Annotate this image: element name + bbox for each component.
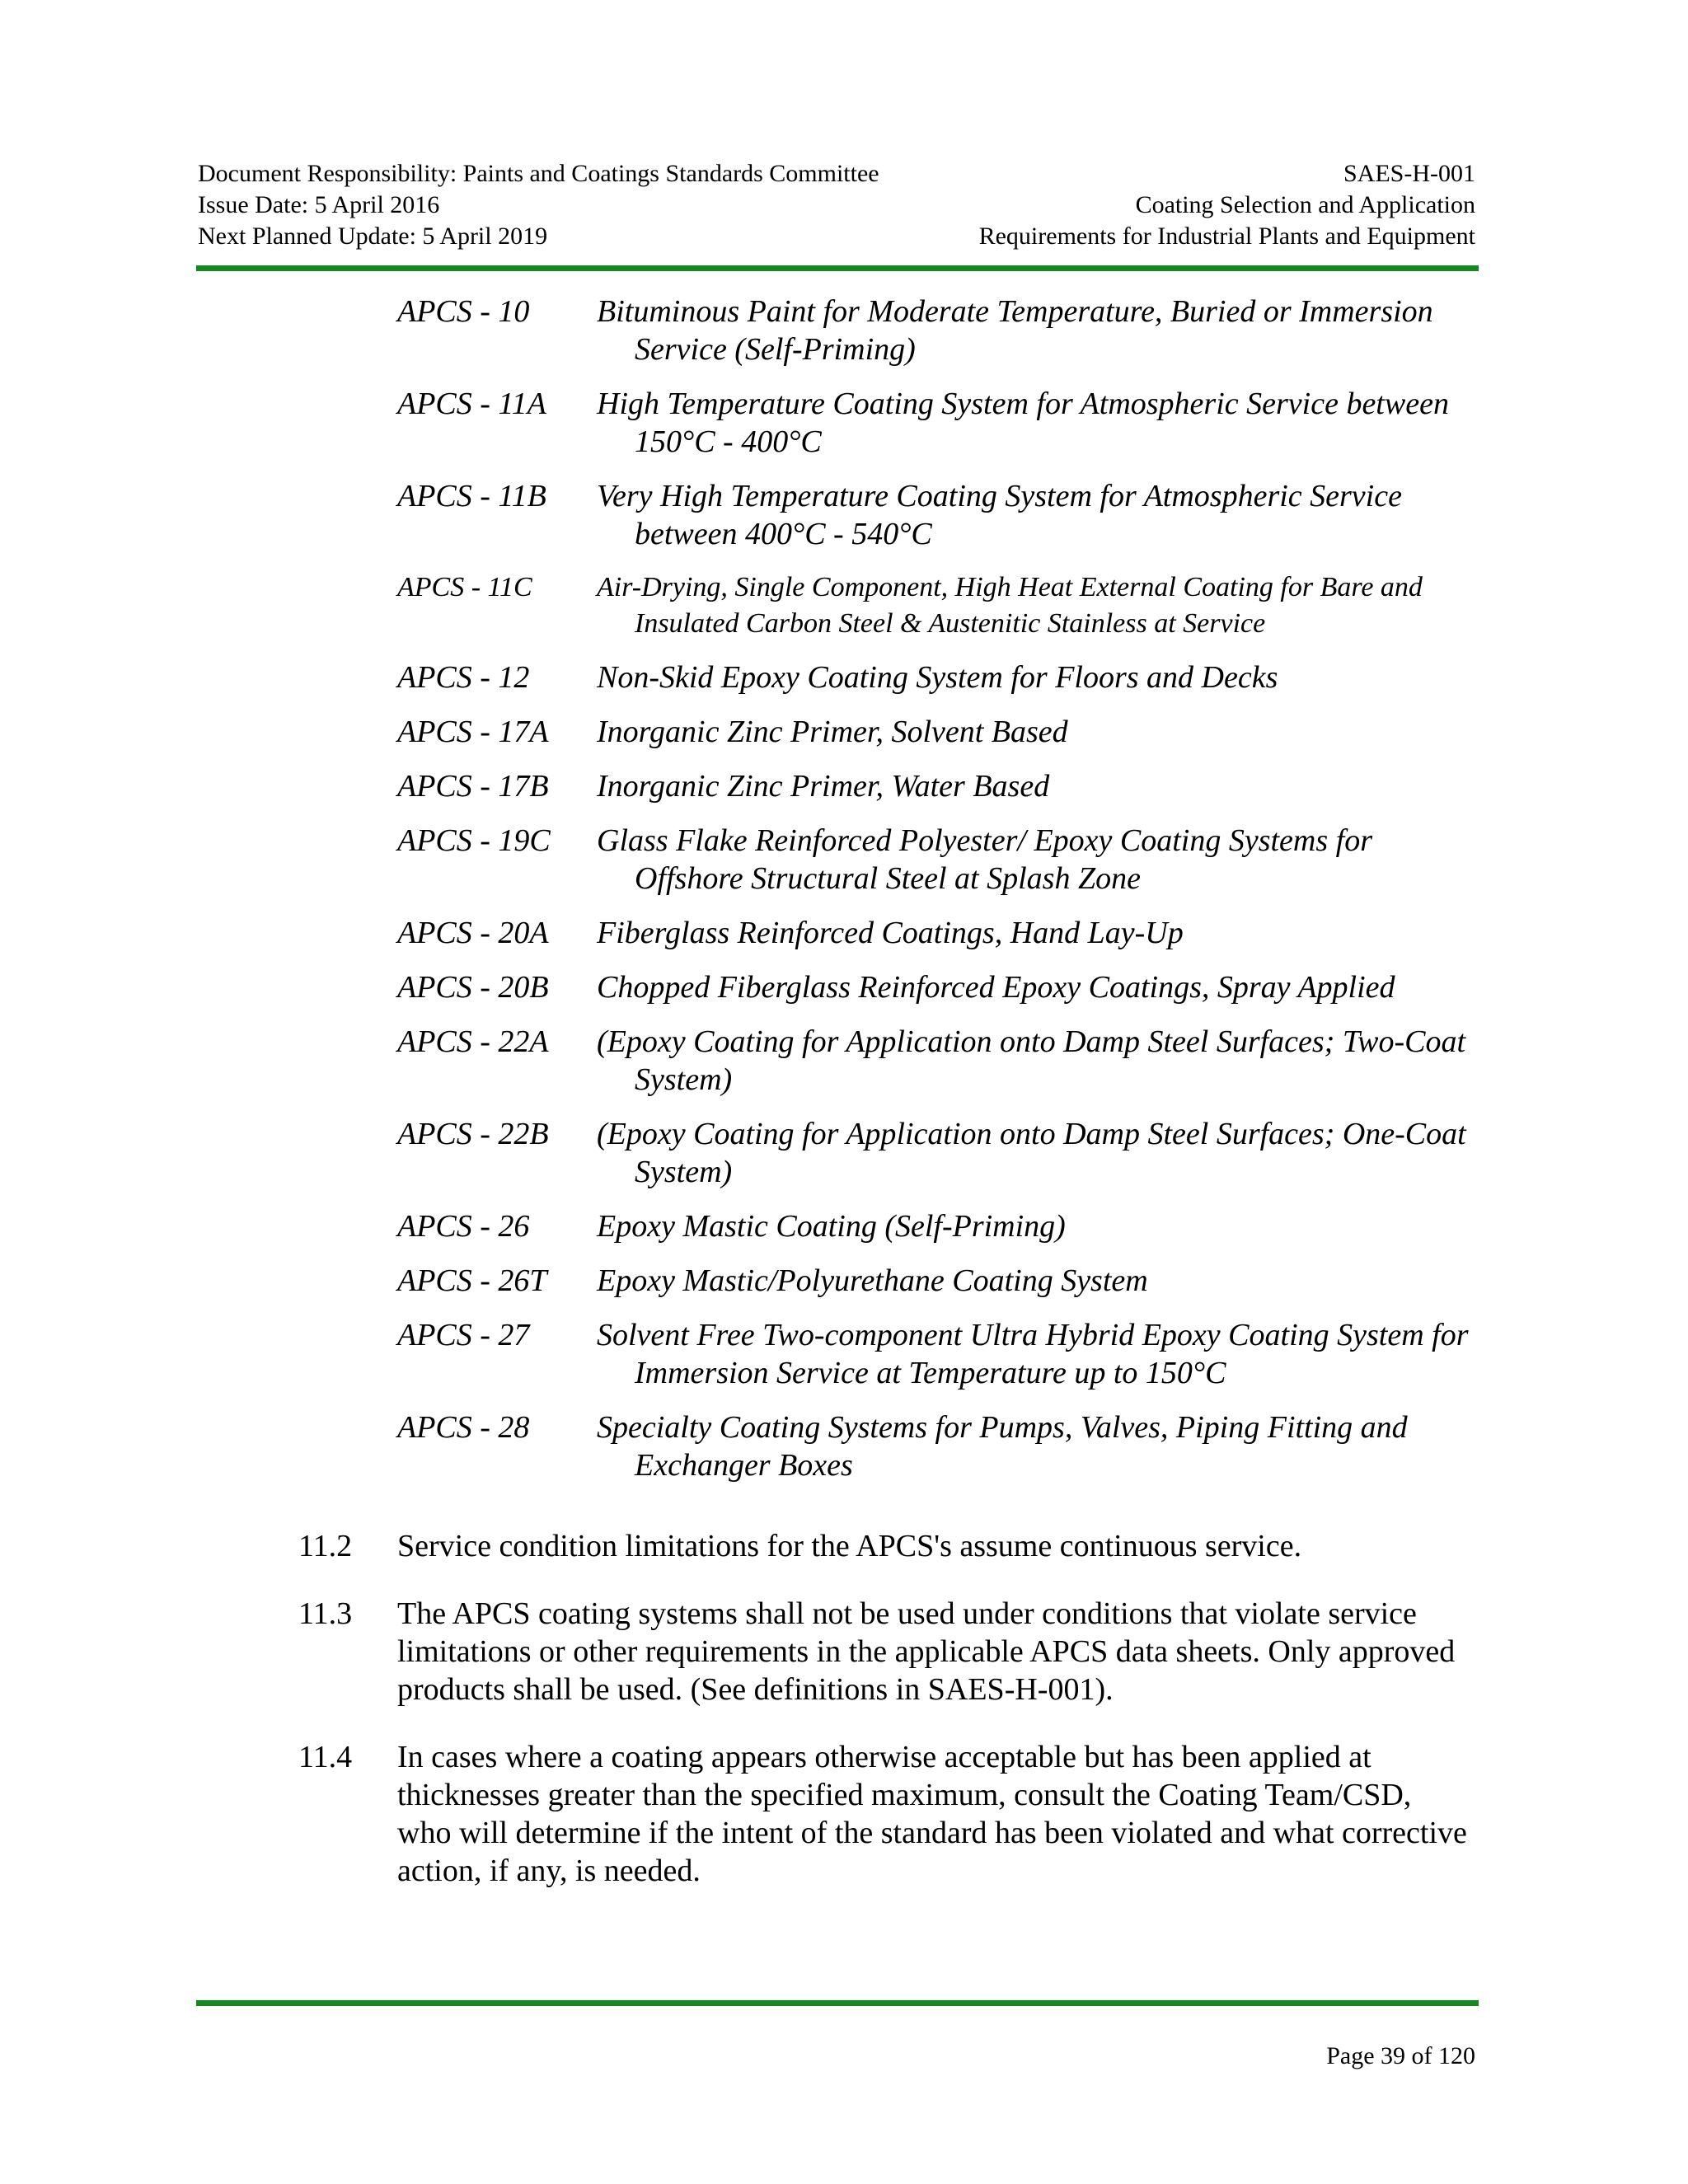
apcs-description: Inorganic Zinc Primer, Solvent Based <box>597 715 1068 749</box>
apcs-item <box>397 569 1485 642</box>
apcs-item <box>397 968 1485 1006</box>
apcs-code: APCS - 26 <box>397 1209 530 1244</box>
apcs-item <box>397 1115 1485 1191</box>
apcs-description: Non-Skid Epoxy Coating System for Floors and Decks <box>597 660 1278 695</box>
apcs-code: APCS - 10 <box>397 294 530 329</box>
document-title-line-1: Coating Selection and Application <box>1135 191 1475 218</box>
clause-number: 11.3 <box>298 1596 353 1631</box>
apcs-description: Very High Temperature Coating System for Atmospheric Service between 400°C - 540°C <box>597 479 1402 551</box>
apcs-description: (Epoxy Coating for Application onto Damp Steel Surfaces; One-Coat System) <box>597 1117 1466 1189</box>
apcs-item <box>397 385 1485 461</box>
apcs-code: APCS - 17A <box>397 715 549 749</box>
footer-divider <box>196 2000 1479 2006</box>
apcs-description: Specialty Coating Systems for Pumps, Valves, Piping Fitting and Exchanger Boxes <box>597 1410 1408 1483</box>
issue-date: Issue Date: 5 April 2016 <box>198 191 440 218</box>
apcs-description: Glass Flake Reinforced Polyester/ Epoxy Coating Systems for Offshore Structural Steel at Splash Zone <box>597 823 1373 896</box>
apcs-code: APCS - 11B <box>397 479 546 513</box>
apcs-code: APCS - 12 <box>397 660 530 695</box>
apcs-description: Air-Drying, Single Component, High Heat External Coating for Bare and Insulated Carbon Steel & Austenitic Stainless at Service <box>597 572 1423 639</box>
apcs-description: High Temperature Coating System for Atmospheric Service between 150°C - 400°C <box>597 387 1449 459</box>
clause-number: 11.2 <box>298 1529 353 1563</box>
apcs-code: APCS - 22B <box>397 1117 549 1151</box>
clause-list <box>298 1527 1469 1919</box>
apcs-description: Epoxy Mastic/Polyurethane Coating System <box>597 1263 1148 1298</box>
apcs-code: APCS - 19C <box>397 823 551 858</box>
apcs-item <box>397 1207 1485 1245</box>
apcs-item <box>397 1316 1485 1392</box>
page-number: Page 39 of 120 <box>1326 2042 1475 2069</box>
apcs-item <box>397 1262 1485 1300</box>
next-planned-update: Next Planned Update: 5 April 2019 <box>198 223 548 250</box>
apcs-description: Solvent Free Two-component Ultra Hybrid Epoxy Coating System for Immersion Service at Temperature up to 150°C <box>597 1318 1469 1390</box>
apcs-description: (Epoxy Coating for Application onto Damp Steel Surfaces; Two-Coat System) <box>597 1024 1466 1097</box>
apcs-item <box>397 767 1485 805</box>
document-responsibility: Document Responsibility: Paints and Coatings Standards Committee <box>198 160 879 187</box>
apcs-item <box>397 658 1485 696</box>
document-title-line-2: Requirements for Industrial Plants and Equipment <box>978 223 1475 250</box>
document-id: SAES-H-001 <box>1343 160 1475 187</box>
clause-text: The APCS coating systems shall not be used under conditions that violate service limitations or other requirements in the applicable APCS data sheets. Only approved products shall be used. (See definitions in SAES-H-001). <box>397 1596 1456 1707</box>
clause-text: In cases where a coating appears otherwise acceptable but has been applied at thicknesses greater than the specified maximum, consult the Coating Team/CSD, who will determine if the intent of the standard has been violated and what corrective action, if any, is needed. <box>397 1740 1467 1888</box>
apcs-code: APCS - 17B <box>397 769 549 804</box>
clause <box>298 1527 1469 1565</box>
apcs-item <box>397 293 1485 368</box>
apcs-list <box>397 293 1485 1501</box>
apcs-code: APCS - 20A <box>397 916 549 950</box>
apcs-code: APCS - 27 <box>397 1318 530 1352</box>
apcs-description: Inorganic Zinc Primer, Water Based <box>597 769 1050 804</box>
clause <box>298 1738 1469 1890</box>
apcs-code: APCS - 11C <box>397 572 532 602</box>
clause-text: Service condition limitations for the APCS's assume continuous service. <box>397 1529 1302 1563</box>
apcs-item <box>397 1023 1485 1099</box>
page-header <box>198 158 1475 252</box>
apcs-item <box>397 1408 1485 1484</box>
apcs-description: Bituminous Paint for Moderate Temperature, Buried or Immersion Service (Self-Priming) <box>597 294 1433 367</box>
apcs-code: APCS - 26T <box>397 1263 547 1298</box>
apcs-item <box>397 713 1485 751</box>
clause-number: 11.4 <box>298 1740 353 1774</box>
apcs-item <box>397 477 1485 553</box>
apcs-code: APCS - 22A <box>397 1024 549 1059</box>
apcs-code: APCS - 28 <box>397 1410 530 1445</box>
apcs-code: APCS - 11A <box>397 387 546 421</box>
apcs-description: Epoxy Mastic Coating (Self-Priming) <box>597 1209 1066 1244</box>
apcs-description: Chopped Fiberglass Reinforced Epoxy Coatings, Spray Applied <box>597 970 1395 1005</box>
clause <box>298 1595 1469 1708</box>
apcs-description: Fiberglass Reinforced Coatings, Hand Lay-Up <box>597 916 1184 950</box>
apcs-item <box>397 914 1485 952</box>
apcs-code: APCS - 20B <box>397 970 549 1005</box>
header-divider <box>196 265 1479 271</box>
apcs-item <box>397 822 1485 898</box>
